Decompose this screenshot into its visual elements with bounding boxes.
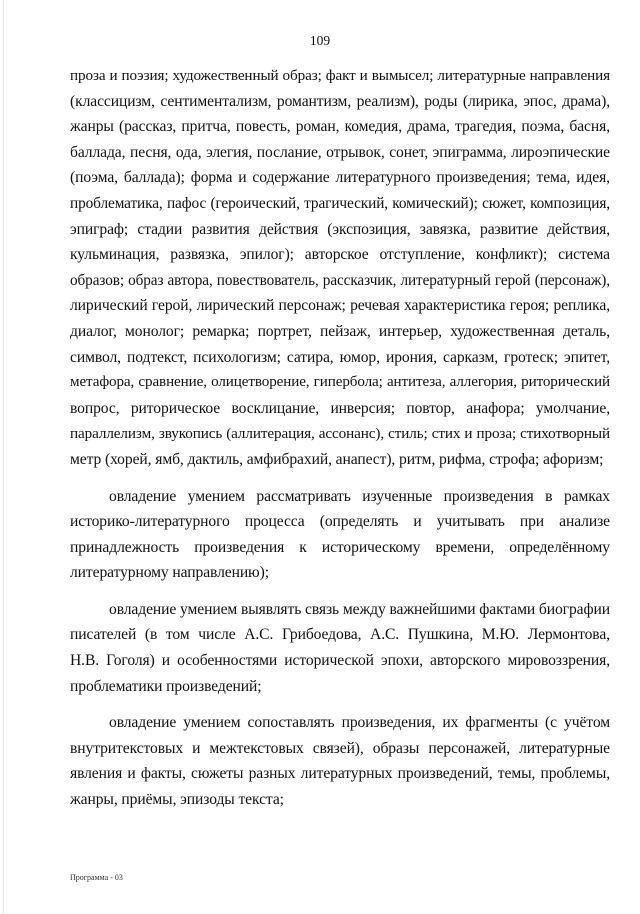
- paragraph-comparison: [70, 710, 610, 812]
- paragraph-historical-context: [70, 484, 610, 586]
- text-line: проза и поэзия; художественный образ; факт и вымысел; литературные направления: [70, 67, 610, 84]
- text-line: лирический герой, лирический персонаж; речевая характеристика героя; реплика,: [70, 297, 610, 315]
- text-line: овладение умением выявлять связь между важнейшими фактами биографии: [109, 600, 610, 618]
- text-line: проблематики произведений;: [70, 677, 262, 695]
- text-line: (поэма, баллада); форма и содержание литературного произведения; тема, идея,: [70, 169, 610, 187]
- text-line: писателей (в том числе А.С. Грибоедова, А.С. Пушкина, М.Ю. Лермонтова,: [70, 626, 610, 644]
- text-line: литературному направлению);: [70, 564, 269, 582]
- text-line: диалог, монолог; ремарка; портрет, пейзаж, интерьер, художественная деталь,: [70, 322, 610, 340]
- text-line: проблематика, пафос (героический, трагический, комический); сюжет, композиция,: [70, 194, 610, 212]
- text-line: внутритекстовых и межтекстовых связей), образы персонажей, литературные: [70, 739, 610, 757]
- text-line: параллелизм, звукопись (аллитерация, ассонанс), стиль; стих и проза; стихотворный: [70, 425, 610, 443]
- text-line: Н.В. Гоголя) и особенностями исторической эпохи, авторского мировоззрения,: [70, 652, 610, 670]
- text-line: жанры (рассказ, притча, повесть, роман, комедия, драма, трагедия, поэма, басня,: [70, 118, 610, 136]
- text-line: жанры, приёмы, эпизоды текста;: [70, 791, 284, 809]
- text-line: овладение умением сопоставлять произведения, их фрагменты (с учётом: [109, 714, 610, 732]
- paragraph-literary-terms: [70, 63, 610, 473]
- text-line: образов; образ автора, повествователь, рассказчик, литературный герой (персонаж),: [70, 271, 610, 289]
- text-line: метр (хорей, ямб, дактиль, амфибрахий, анапест), ритм, рифма, строфа; афоризм;: [70, 450, 604, 468]
- text-line: принадлежность произведения к историческому времени, определённому: [70, 538, 610, 556]
- text-line: овладение умением рассматривать изученные произведения в рамках: [109, 487, 610, 505]
- text-line: вопрос, риторическое восклицание, инверсия; повтор, анафора; умолчание,: [70, 399, 610, 417]
- text-line: символ, подтекст, психологизм; сатира, юмор, ирония, сарказм, гротеск; эпитет,: [70, 348, 610, 366]
- page-number: 109: [309, 33, 331, 48]
- paragraph-biography: [70, 597, 610, 699]
- text-line: эпиграф; стадии развития действия (экспозиция, завязка, развитие действия,: [70, 220, 610, 238]
- text-line: (классицизм, сентиментализм, романтизм, реализм), роды (лирика, эпос, драма),: [70, 92, 610, 110]
- body-text: [70, 63, 610, 813]
- text-line: метафора, сравнение, олицетворение, гипербола; антитеза, аллегория, риторический: [70, 374, 610, 391]
- text-line: баллада, песня, ода, элегия, послание, отрывок, сонет, эпиграмма, лироэпические: [70, 143, 610, 161]
- footer-program-label: Программа - 03: [70, 873, 123, 882]
- text-line: историко-литературного процесса (определять и учитывать при анализе: [70, 513, 610, 531]
- text-line: явления и факты, сюжеты разных литературных произведений, темы, проблемы,: [70, 765, 610, 783]
- text-line: кульминация, развязка, эпилог); авторское отступление, конфликт); система: [70, 246, 610, 264]
- scan-edge: [3, 0, 4, 914]
